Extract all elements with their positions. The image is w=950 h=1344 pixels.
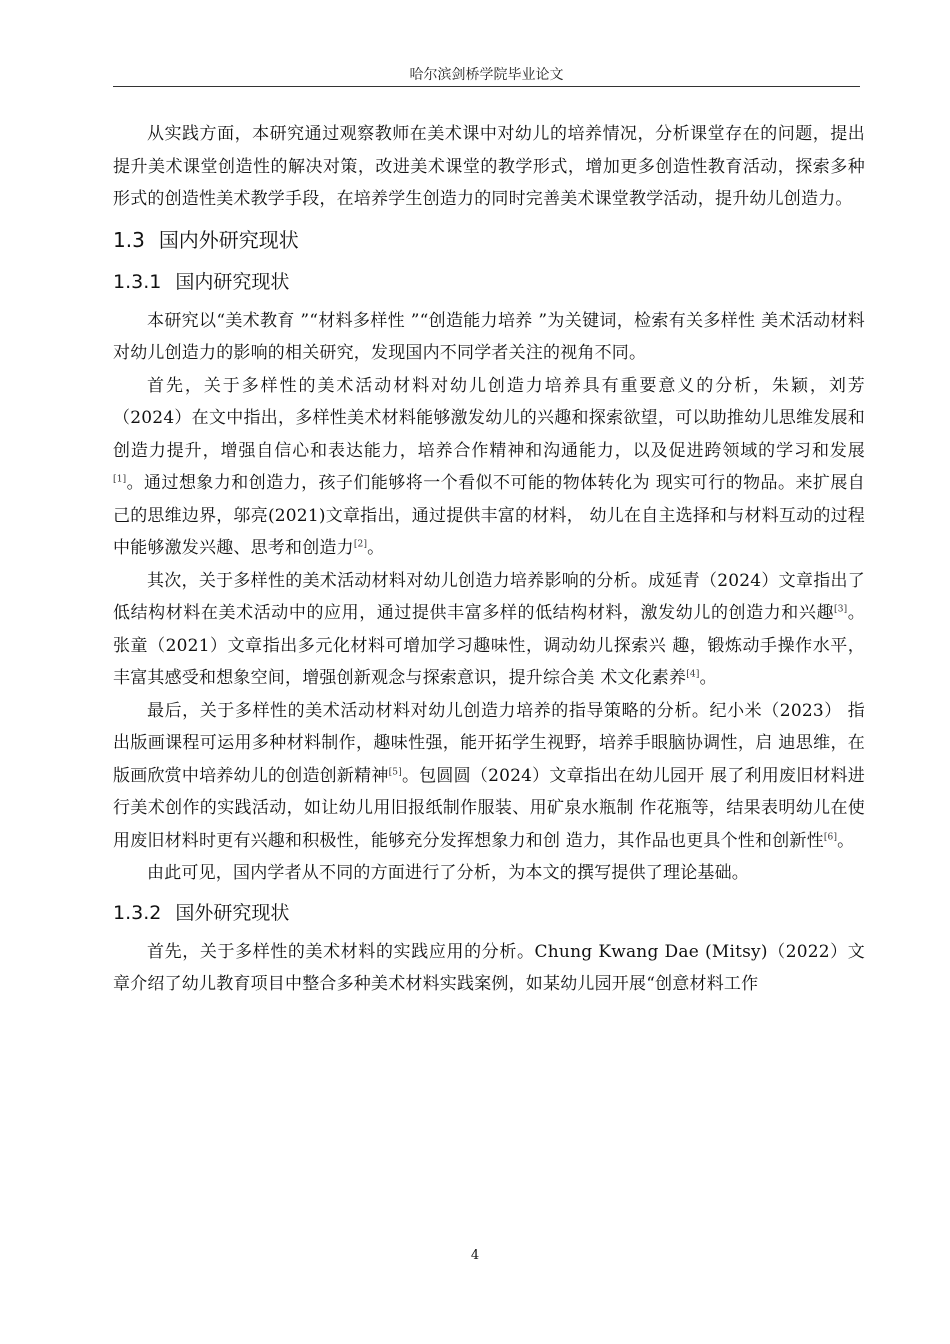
paragraph-first-part-a: 首先，关于多样性的美术活动材料对幼儿创造力培养具有重要意义的分析，朱颖，刘芳（2024）在文中指出，多样性美术材料能够激发幼儿的兴趣和探索欲望，可以助推幼儿思维发展和创造力提升，增强自信心和表达能力，培养合作精神和沟通能力，以及促进跨领域的学习和发展 xyxy=(113,375,865,461)
subsection-number: 1.3.2 xyxy=(113,901,162,924)
citation-3[interactable]: [3] xyxy=(834,604,848,615)
paragraph-last xyxy=(113,695,865,858)
citation-5[interactable]: [5] xyxy=(388,766,402,777)
paragraph-last-part-c: 。 xyxy=(837,830,855,851)
paragraph-last-part-a: 最后，关于多样性的美术活动材料对幼儿创造力培养的指导策略的分析。纪小米（2023） 指出版画课程可运用多种材料制作，趣味性强，能开拓学生视野，培养手眼脑协调性，启 迪思维，在版画欣赏中培养幼儿的创造创新精神 xyxy=(113,700,865,786)
paragraph-first-part-c: 。 xyxy=(367,538,385,558)
subsection-number: 1.3.1 xyxy=(113,270,162,293)
running-header: 哈尔滨剑桥学院毕业论文 xyxy=(409,67,564,83)
citation-1[interactable]: [1] xyxy=(113,474,127,485)
subsection-title: 国内研究现状 xyxy=(175,270,290,293)
paragraph-practice: 从实践方面，本研究通过观察教师在美术课中对幼儿的培养情况，分析课堂存在的问题，提出提升美术课堂创造性的解决对策，改进美术课堂的教学形式，增加更多创造性教育活动，探索多种形式的创造性美术教学手段，在培养学生创造力的同时完善美术课堂教学活动，提升幼儿创造力。 xyxy=(113,124,865,209)
subsection-heading-1-3-1 xyxy=(113,267,865,297)
paragraph-second xyxy=(113,565,865,695)
section-heading-1-3 xyxy=(113,225,865,255)
paragraph-second-part-b: 。张童（2021）文章指出多元化材料可增加学习趣味性，调动幼儿探索兴 趣，锻炼动手操作水平，丰富其感受和想象空间，增强创新观念与探索意识，提升综合美 术文化素养 xyxy=(113,603,865,688)
paragraph-first xyxy=(113,370,865,565)
paragraph-domestic-intro: 本研究以“美术教育 ”“材料多样性 ”“创造能力培养 ”为关键词，检索有关多样性 美术活动材料对幼儿创造力的影响的相关研究，发现国内不同学者关注的视角不同。 xyxy=(113,310,865,363)
citation-6[interactable]: [6] xyxy=(823,831,838,842)
paragraph-conclusion: 由此可见，国内学者从不同的方面进行了分析，为本文的撰写提供了理论基础。 xyxy=(147,863,749,883)
page-body xyxy=(113,118,865,1001)
paragraph-first-part-b: 。通过想象力和创造力，孩子们能够将一个看似不可能的物体转化为 现实可行的物品。来扩展自己的思维边界，邬亮(2021)文章指出，通过提供丰富的材料， 幼儿在自主选择和与材料互动的过程中能够激发兴趣、思考和创造力 xyxy=(113,473,865,558)
paragraph-second-part-a: 其次，关于多样性的美术活动材料对幼儿创造力培养影响的分析。成延青（2024）文章指出了低结构材料在美术活动中的应用，通过提供丰富多样的低结构材料，激发幼儿的创造力和兴趣 xyxy=(113,570,865,623)
paragraph-second-part-c: 。 xyxy=(699,668,717,688)
section-title: 国内外研究现状 xyxy=(158,227,299,252)
citation-4[interactable]: [4] xyxy=(686,669,700,680)
paragraph-foreign-intro: 首先，关于多样性的美术材料的实践应用的分析。Chung Kwang Dae (Mitsy)（2022）文章介绍了幼儿教育项目中整合多种美术材料实践案例，如某幼儿园开展“创意材料工作 xyxy=(113,941,865,994)
citation-2[interactable]: [2] xyxy=(353,539,368,550)
paragraph-last-part-b: 。包圆圆（2024）文章指出在幼儿园开 展了利用废旧材料进行美术创作的实践活动，如让幼儿用旧报纸制作服装、用矿泉水瓶制 作花瓶等，结果表明幼儿在使用废旧材料时更有兴趣和积极性，能够充分发挥想象力和创 造力，其作品也更具个性和创新性 xyxy=(113,765,866,851)
header-divider xyxy=(113,86,860,87)
subsection-heading-1-3-2 xyxy=(113,898,865,928)
section-number: 1.3 xyxy=(113,227,145,252)
page-number: 4 xyxy=(470,1248,480,1263)
subsection-title: 国外研究现状 xyxy=(175,901,290,924)
